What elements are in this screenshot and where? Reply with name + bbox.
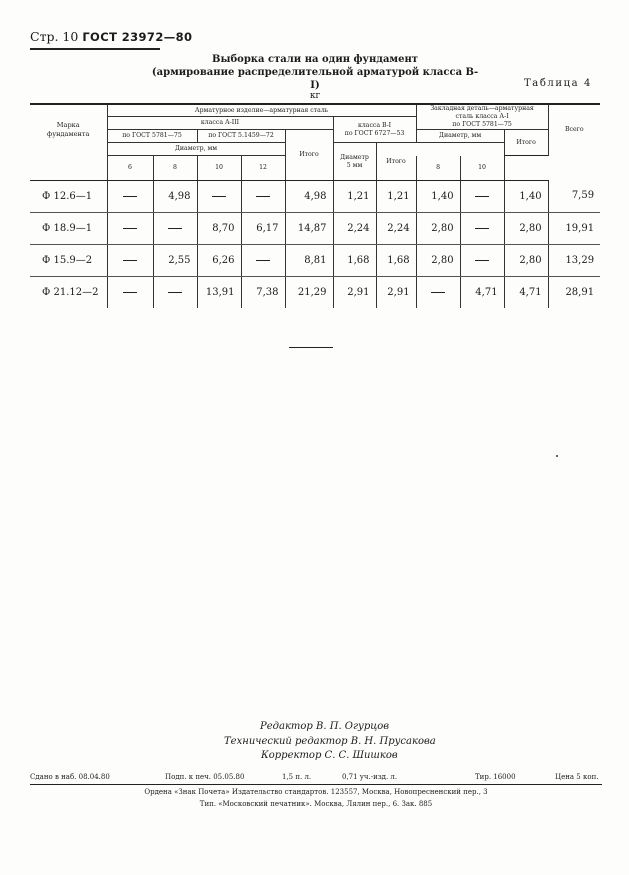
- dash-mark: [123, 228, 137, 229]
- col-header-diameter-embedded: Диаметр, мм: [416, 130, 504, 143]
- page-number: Стр. 10: [30, 29, 79, 44]
- cell-emb-d8: 2,80: [416, 213, 460, 245]
- editor-line: Редактор В. П. Огурцов: [260, 721, 390, 732]
- unit-label: кг: [309, 91, 321, 101]
- cell-emb-d10: 4,71: [460, 277, 504, 309]
- col-header-total-a3: Итого: [285, 130, 333, 181]
- table-row: [30, 181, 600, 213]
- dash-mark: [123, 292, 137, 293]
- cell-emb-total: 2,80: [504, 213, 548, 245]
- col-header-total-embedded: Итого: [504, 130, 548, 156]
- cell-b1-total: 2,24: [376, 213, 416, 245]
- imprint-signed: Подп. к печ. 05.05.80: [165, 773, 245, 781]
- header-rule: [30, 48, 160, 50]
- cell-d6: [107, 277, 153, 309]
- end-of-table-rule: [289, 347, 333, 348]
- cell-total-a3: 21,29: [285, 277, 333, 309]
- table-title-line-2: (армирование распределительной арматурой класса В-I): [151, 67, 479, 91]
- cell-d12: 7,38: [241, 277, 285, 309]
- cell-total-a3: 8,81: [285, 245, 333, 277]
- cell-d10: 8,70: [197, 213, 241, 245]
- dash-mark: [475, 228, 489, 229]
- cell-d12: [241, 245, 285, 277]
- col-header-gost-5-1459: по ГОСТ 5.1459—72: [197, 130, 285, 143]
- col-header-armature-group: Арматурное изделие—арматурная сталь: [107, 104, 416, 117]
- cell-d8: [153, 277, 197, 309]
- corrector-line: Корректор С. С. Шишков: [261, 750, 398, 761]
- table-body: [30, 181, 600, 309]
- col-header-mark-spacer: [30, 156, 107, 181]
- cell-b1-total: 1,68: [376, 245, 416, 277]
- cell-grand-total: 28,91: [548, 277, 600, 309]
- col-header-emb-d8: 8: [416, 156, 460, 181]
- print-speck: [556, 455, 558, 457]
- col-header-diameter-a3: Диаметр, мм: [107, 143, 285, 156]
- dash-mark: [168, 292, 182, 293]
- cell-d10: 6,26: [197, 245, 241, 277]
- cell-d6: [107, 245, 153, 277]
- cell-emb-d8: 1,40: [416, 181, 460, 213]
- cell-emb-d10: [460, 213, 504, 245]
- cell-emb-total: 1,40: [504, 181, 548, 213]
- dash-mark: [256, 196, 270, 197]
- cell-emb-d10: [460, 245, 504, 277]
- cell-d8: 4,98: [153, 181, 197, 213]
- editors-block: [130, 720, 550, 764]
- col-header-b1-total: Итого: [376, 143, 416, 181]
- imprint-printer: Тип. «Московский печатник». Москва, Лялин пер., 6. Зак. 885: [199, 800, 433, 808]
- col-header-embedded-group: Закладная деталь—арматурная сталь класса А-I по ГОСТ 5781—75: [416, 104, 548, 130]
- cell-d10: 13,91: [197, 277, 241, 309]
- table-head: [30, 104, 600, 181]
- cell-d6: [107, 213, 153, 245]
- table-title-line-1: Выборка стали на один фундамент: [212, 54, 418, 65]
- cell-d6: [107, 181, 153, 213]
- col-header-mark: Марка фундамента: [30, 104, 107, 156]
- col-header-class-a3: класса А-III: [107, 117, 333, 130]
- cell-mark: Ф 15.9—2: [30, 245, 107, 277]
- imprint-submitted: Сдано в наб. 08.04.80: [30, 773, 110, 781]
- dash-mark: [475, 260, 489, 261]
- col-header-d12: 12: [241, 156, 285, 181]
- cell-emb-d10: [460, 181, 504, 213]
- cell-total-a3: 14,87: [285, 213, 333, 245]
- cell-mark: Ф 12.6—1: [30, 181, 107, 213]
- cell-mark: Ф 18.9—1: [30, 213, 107, 245]
- cell-b1-total: 2,91: [376, 277, 416, 309]
- col-header-d6: 6: [107, 156, 153, 181]
- standard-number: ГОСТ 23972—80: [82, 30, 193, 44]
- cell-mark: Ф 21.12—2: [42, 286, 99, 298]
- steel-selection-table: [30, 103, 600, 308]
- cell-b1-d5: 1,21: [333, 181, 376, 213]
- col-header-b1-diameter-5: Диаметр 5 мм: [333, 143, 376, 181]
- dash-mark: [475, 196, 489, 197]
- cell-d10: [197, 181, 241, 213]
- imprint-price: Цена 5 коп.: [555, 773, 599, 781]
- col-header-d10: 10: [197, 156, 241, 181]
- col-header-d8: 8: [153, 156, 197, 181]
- cell-d8: 2,55: [153, 245, 197, 277]
- dash-mark: [256, 260, 270, 261]
- cell-d8: [153, 213, 197, 245]
- imprint-pub-sheets: 0,71 уч.-изд. л.: [342, 773, 398, 781]
- cell-emb-d8: 2,80: [416, 245, 460, 277]
- cell-b1-d5: 2,24: [333, 213, 376, 245]
- cell-grand-total: 7,59: [548, 181, 600, 213]
- imprint-publisher: Ордена «Знак Почета» Издательство стандартов. 123557, Москва, Новопресненский пер., 3: [144, 788, 488, 796]
- cell-b1-total: 1,21: [376, 181, 416, 213]
- table-row: [30, 213, 600, 245]
- cell-b1-d5: 1,68: [333, 245, 376, 277]
- dash-mark: [431, 292, 445, 293]
- cell-b1-d5: 2,91: [333, 277, 376, 309]
- dash-mark: [212, 196, 226, 197]
- table-caption: Таблица 4: [523, 78, 592, 89]
- col-header-emb-d10: 10: [460, 156, 504, 181]
- imprint-sheets: 1,5 п. л.: [282, 773, 312, 781]
- imprint-print-run: Тир. 16000: [475, 773, 516, 781]
- footer-rule: [30, 784, 602, 785]
- cell-grand-total: 13,29: [548, 245, 600, 277]
- dash-mark: [123, 196, 137, 197]
- cell-d12: [241, 181, 285, 213]
- table-row: [30, 277, 600, 309]
- cell-emb-d8: [416, 277, 460, 309]
- tech-editor-line: Технический редактор В. Н. Прусакова: [224, 735, 436, 747]
- page-header: [30, 29, 192, 44]
- col-header-grand-total: Всего: [548, 104, 600, 156]
- cell-emb-total: 2,80: [504, 245, 548, 277]
- cell-grand-total: 19,91: [548, 213, 600, 245]
- cell-d12: 6,17: [241, 213, 285, 245]
- col-header-gost-5781: по ГОСТ 5781—75: [107, 130, 197, 143]
- col-header-grand-spacer: [504, 156, 548, 181]
- col-header-class-b1: класса В-I по ГОСТ 6727—53: [333, 117, 416, 143]
- dash-mark: [168, 228, 182, 229]
- cell-emb-total: 4,71: [504, 277, 548, 309]
- dash-mark: [123, 260, 137, 261]
- cell-total-a3: 4,98: [285, 181, 333, 213]
- table-row: [30, 245, 600, 277]
